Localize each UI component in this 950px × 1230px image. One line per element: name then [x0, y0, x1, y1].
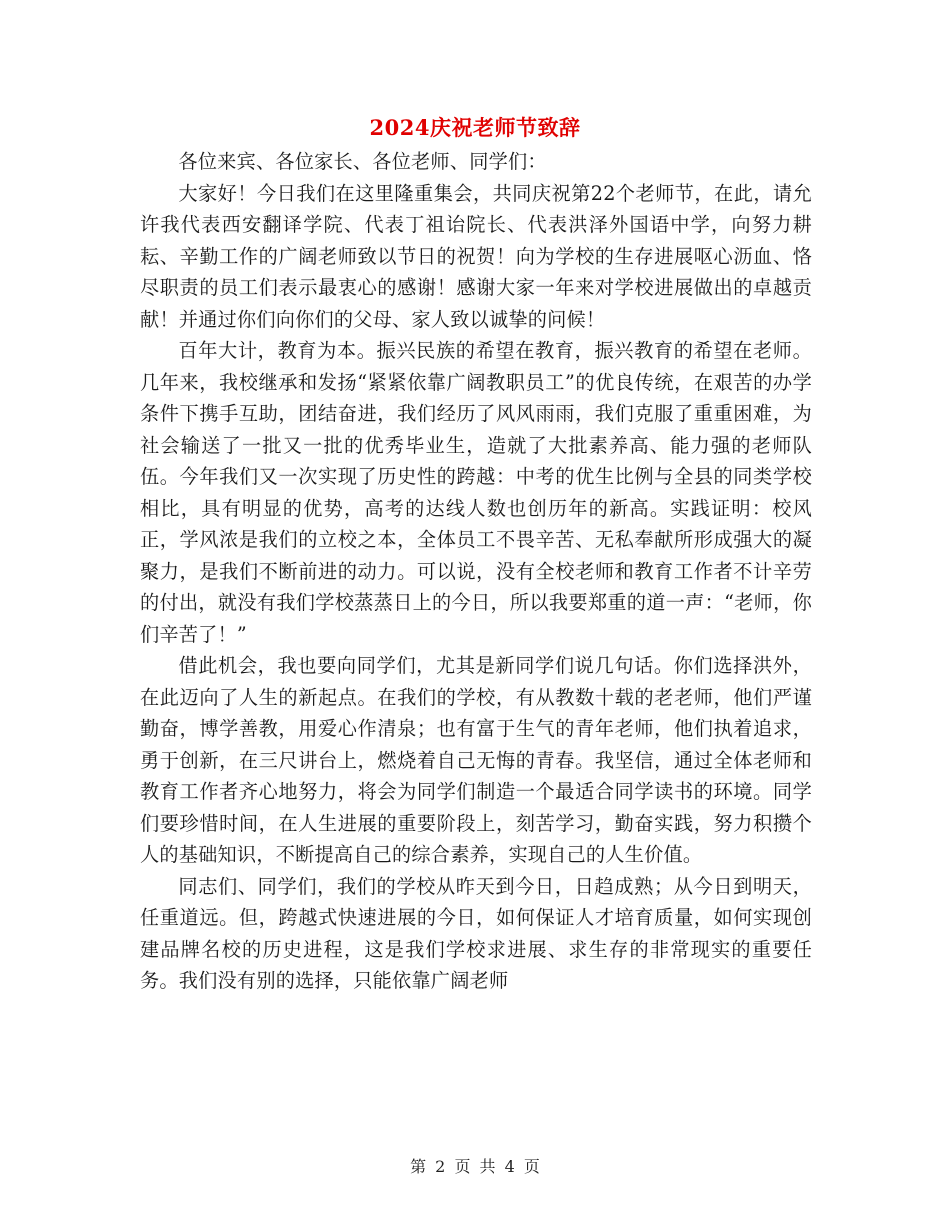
paragraph-greeting: 各位来宾、各位家长、各位老师、同学们： [178, 150, 547, 173]
paragraph-4: 同志们、同学们，我们的学校从昨天到今日，日趋成熟；从今日到明天，任重道远。但，跨越式快速进展的今日，如何保证人才培育质量，如何实现创建品牌名校的历史进程，这是我们学校求进展、求生存的非常现实的重要任务。我们没有别的选择，只能依靠广阔老师 [140, 874, 812, 992]
document-body [140, 146, 812, 997]
document-title: 2024庆祝老师节致辞 [369, 115, 581, 140]
page-footer: 第 2 页 共 4 页 [410, 1157, 540, 1176]
paragraph-2: 百年大计，教育为本。振兴民族的希望在教育，振兴教育的希望在老师。几年来，我校继承和发扬“紧紧依靠广阔教职员工”的优良传统，在艰苦的办学条件下携手互助，团结奋进，我们经历了风风雨雨，我们克服了重重困难，为社会输送了一批又一批的优秀毕业生，造就了大批素养高、能力强的老师队伍。今年我们又一次实现了历史性的跨越：中考的优生比例与全县的同类学校相比，具有明显的优势，高考的达线人数也创历年的新高。实践证明：校风正，学风浓是我们的立校之本，全体员工不畏辛苦、无私奉献所形成强大的凝聚力，是我们不断前进的动力。可以说，没有全校老师和教育工作者不计辛劳的付出，就没有我们学校蒸蒸日上的今日，所以我要郑重的道一声：“老师，你们辛苦了！” [140, 339, 812, 646]
paragraph-1: 大家好！今日我们在这里隆重集会，共同庆祝第22个老师节，在此，请允许我代表西安翻译学院、代表丁祖诒院长、代表洪泽外国语中学，向努力耕耘、辛勤工作的广阔老师致以节日的祝贺！向为学校的生存进展呕心沥血、恪尽职责的员工们表示最衷心的感谢！感谢大家一年来对学校进展做出的卓越贡献！并通过你们向你们的父母、家人致以诚挚的问候！ [140, 181, 812, 331]
paragraph-3: 借此机会，我也要向同学们，尤其是新同学们说几句话。你们选择洪外，在此迈向了人生的新起点。在我们的学校，有从教数十载的老老师，他们严谨勤奋，博学善教，用爱心作清泉；也有富于生气的青年老师，他们执着追求，勇于创新，在三尺讲台上，燃烧着自己无悔的青春。我坚信，通过全体老师和教育工作者齐心地努力，将会为同学们制造一个最适合同学读书的环境。同学们要珍惜时间，在人生进展的重要阶段上，刻苦学习，勤奋实践，努力积攒个人的基础知识，不断提高自己的综合素养，实现自己的人生价值。 [140, 654, 812, 866]
